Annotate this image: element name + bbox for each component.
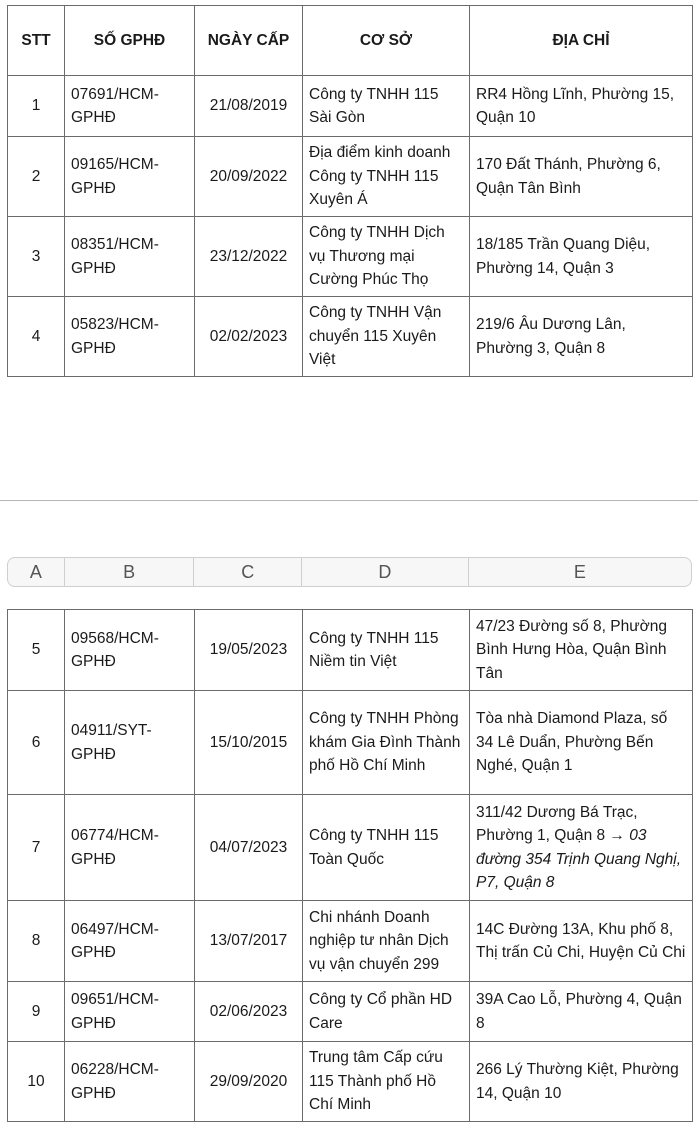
column-letter-header xyxy=(7,557,692,587)
cell-so-gphd: 08351/HCM-GPHĐ xyxy=(65,217,195,297)
header-co-so: CƠ SỞ xyxy=(303,6,470,76)
cell-ngay-cap: 15/10/2015 xyxy=(195,691,303,795)
cell-co-so: Trung tâm Cấp cứu 115 Thành phố Hồ Chí Minh xyxy=(303,1042,470,1122)
cell-ngay-cap: 13/07/2017 xyxy=(195,901,303,982)
cell-dia-chi: 170 Đất Thánh, Phường 6, Quận Tân Bình xyxy=(470,137,693,217)
cell-dia-chi: 47/23 Đường số 8, Phường Bình Hưng Hòa, Quận Bình Tân xyxy=(470,610,693,691)
cell-dia-chi xyxy=(470,795,693,901)
cell-co-so: Địa điểm kinh doanh Công ty TNHH 115 Xuyên Á xyxy=(303,137,470,217)
cell-dia-chi: 18/185 Trần Quang Diệu, Phường 14, Quận 3 xyxy=(470,217,693,297)
cell-stt: 6 xyxy=(8,691,65,795)
cell-co-so: Công ty TNHH Phòng khám Gia Đình Thành phố Hồ Chí Minh xyxy=(303,691,470,795)
column-letter-e[interactable]: E xyxy=(573,561,586,582)
table-row xyxy=(8,982,693,1042)
cell-so-gphd: 09165/HCM-GPHĐ xyxy=(65,137,195,217)
cell-stt: 1 xyxy=(8,76,65,137)
cell-dia-chi: Tòa nhà Diamond Plaza, số 34 Lê Duẩn, Phường Bến Nghé, Quận 1 xyxy=(470,691,693,795)
cell-stt: 8 xyxy=(8,901,65,982)
cell-so-gphd: 06228/HCM-GPHĐ xyxy=(65,1042,195,1122)
section-divider xyxy=(0,500,698,501)
table-row xyxy=(8,297,693,377)
cell-so-gphd: 05823/HCM-GPHĐ xyxy=(65,297,195,377)
license-table-top xyxy=(7,5,693,377)
cell-so-gphd: 09568/HCM-GPHĐ xyxy=(65,610,195,691)
cell-so-gphd: 04911/SYT-GPHĐ xyxy=(65,691,195,795)
cell-so-gphd: 06774/HCM-GPHĐ xyxy=(65,795,195,901)
cell-ngay-cap: 04/07/2023 xyxy=(195,795,303,901)
cell-dia-chi: 39A Cao Lỗ, Phường 4, Quận 8 xyxy=(470,982,693,1042)
cell-dia-chi: 14C Đường 13A, Khu phố 8, Thị trấn Củ Chi, Huyện Củ Chi xyxy=(470,901,693,982)
cell-ngay-cap: 19/05/2023 xyxy=(195,610,303,691)
table-row xyxy=(8,795,693,901)
table-row xyxy=(8,610,693,691)
table-row xyxy=(8,691,693,795)
cell-co-so: Công ty TNHH 115 Sài Gòn xyxy=(303,76,470,137)
cell-stt: 10 xyxy=(8,1042,65,1122)
license-table-bottom xyxy=(7,609,693,1122)
cell-co-so: Công ty TNHH 115 Toàn Quốc xyxy=(303,795,470,901)
cell-stt: 7 xyxy=(8,795,65,901)
cell-co-so: Công ty TNHH Vận chuyển 115 Xuyên Việt xyxy=(303,297,470,377)
cell-ngay-cap: 02/06/2023 xyxy=(195,982,303,1042)
cell-stt: 2 xyxy=(8,137,65,217)
cell-stt: 3 xyxy=(8,217,65,297)
table-header-row xyxy=(8,6,693,76)
cell-dia-chi: 219/6 Âu Dương Lân, Phường 3, Quận 8 xyxy=(470,297,693,377)
column-letter-d[interactable]: D xyxy=(302,558,469,586)
table-row xyxy=(8,217,693,297)
cell-so-gphd: 06497/HCM-GPHĐ xyxy=(65,901,195,982)
header-dia-chi: ĐỊA CHỈ xyxy=(470,6,693,76)
header-stt: STT xyxy=(8,6,65,76)
table-row xyxy=(8,1042,693,1122)
column-letter-b[interactable]: B xyxy=(65,558,195,586)
cell-co-so: Công ty TNHH 115 Niềm tin Việt xyxy=(303,610,470,691)
cell-dia-chi-new: 03 đường 354 Trịnh Quang Nghị, P7, Quận 8 xyxy=(476,827,682,891)
table-row xyxy=(8,901,693,982)
cell-stt: 4 xyxy=(8,297,65,377)
cell-stt: 9 xyxy=(8,982,65,1042)
cell-ngay-cap: 21/08/2019 xyxy=(195,76,303,137)
cell-so-gphd: 09651/HCM-GPHĐ xyxy=(65,982,195,1042)
column-letter-a[interactable]: A xyxy=(8,558,65,586)
table-row xyxy=(8,137,693,217)
column-letter-c[interactable]: C xyxy=(194,558,302,586)
cell-ngay-cap: 29/09/2020 xyxy=(195,1042,303,1122)
cell-co-so: Công ty Cổ phần HD Care xyxy=(303,982,470,1042)
cell-dia-chi: 266 Lý Thường Kiệt, Phường 14, Quận 10 xyxy=(470,1042,693,1122)
cell-co-so: Chi nhánh Doanh nghiệp tư nhân Dịch vụ vận chuyển 299 xyxy=(303,901,470,982)
cell-stt: 5 xyxy=(8,610,65,691)
cell-ngay-cap: 20/09/2022 xyxy=(195,137,303,217)
header-ngay-cap: NGÀY CẤP xyxy=(195,6,303,76)
table-row xyxy=(8,76,693,137)
cell-so-gphd: 07691/HCM-GPHĐ xyxy=(65,76,195,137)
header-so-gphd: SỐ GPHĐ xyxy=(65,6,195,76)
cell-ngay-cap: 02/02/2023 xyxy=(195,297,303,377)
cell-dia-chi: RR4 Hồng Lĩnh, Phường 15, Quận 10 xyxy=(470,76,693,137)
cell-dia-chi-old: 311/42 Dương Bá Trạc, Phường 1, Quận 8 → xyxy=(476,803,638,844)
cell-ngay-cap: 23/12/2022 xyxy=(195,217,303,297)
cell-co-so: Công ty TNHH Dịch vụ Thương mại Cường Phúc Thọ xyxy=(303,217,470,297)
